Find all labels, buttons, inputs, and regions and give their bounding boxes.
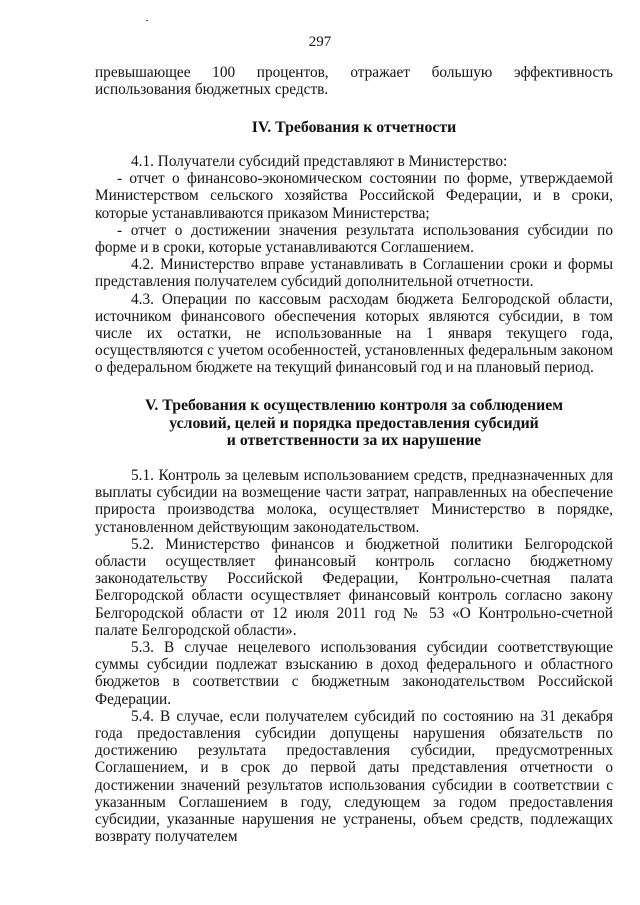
- continuation-block: [95, 64, 613, 98]
- section-4-body: [95, 153, 613, 377]
- paragraph-4-1: 4.1. Получатели субсидий представляют в Министерство:: [131, 153, 508, 170]
- paragraph-4-3: 4.3. Операции по кассовым расходам бюджета Белгородской области, источником финансового обеспечения которых являются субсидии, в том числе их остатки, не использованные на 1 января текущего года, осуществляются с учетом особенностей, установленных федеральным законом о федеральном бюджете на текущий финансовый год и на плановый период.: [95, 290, 613, 377]
- paragraph-4-1-item-1: - отчет о финансово-экономическом состоянии по форме, утверждаемой Министерством сельского хозяйства Российской Федерации, и в сроки, которые устанавливаются приказом Министерства;: [95, 170, 613, 222]
- section-5-heading-block: [95, 397, 613, 450]
- paragraph-5-3: 5.3. В случае нецелевого использования субсидии соответствующие суммы субсидии подлежат взысканию в доход федерального и областного бюджетов в соответствии с бюджетным законодательством Российской Федерации.: [95, 639, 613, 708]
- section-5-heading-line-1: V. Требования к осуществлению контроля за соблюдением: [144, 397, 563, 414]
- paragraph-4-2: 4.2. Министерство вправе устанавливать в Соглашении сроки и формы представления получателем субсидий дополнительной отчетности.: [95, 256, 613, 291]
- continuation-paragraph: превышающее 100 процентов, отражает большую эффективность использования бюджетных средств.: [95, 64, 613, 99]
- section-4-heading: IV. Требования к отчетности: [251, 119, 457, 136]
- section-5-heading-line-2: условий, целей и порядка предоставления субсидий: [169, 414, 539, 432]
- section-5-body: [95, 467, 613, 845]
- paragraph-5-2: 5.2. Министерство финансов и бюджетной политики Белгородской области осуществляет финансовый контроль согласно бюджетному законодательству Российской Федерации, Контрольно-счетная палата Белгородской области осуществляет финансовый контроль согласно закону Белгородской области от 12 июля 2011 год № 53 «О Контрольно-счетной палате Белгородской области».: [95, 535, 613, 639]
- paragraph-4-1-item-2: - отчет о достижении значения результата использования субсидии по форме и в сроки, которые устанавливаются Соглашением.: [95, 221, 613, 257]
- paragraph-5-4: 5.4. В случае, если получателем субсидий по состоянию на 31 декабря года предоставления субсидии допущены нарушения обязательств по достижению результата предоставления субсидии, предусмотренных Соглашением, и в срок до первой даты представления отчетности о достижении значений результатов использования субсидии в соответствии с указанным Соглашением в году, следующем за годом предоставления субсидии, указанные нарушения не устранены, объем средств, подлежащих возврату получателем: [95, 707, 613, 846]
- section-4-heading-block: [95, 119, 613, 137]
- scan-speck: [146, 20, 148, 21]
- page-number: 297: [308, 34, 332, 50]
- paragraph-5-1: 5.1. Контроль за целевым использованием средств, предназначенных для выплаты субсидии на возмещение части затрат, направленных на обеспечение прироста производства молока, осуществляет Министерство в порядке, установленном действующим законодательством.: [95, 467, 613, 536]
- section-5-heading-line-3: и ответственности за их нарушение: [226, 432, 482, 449]
